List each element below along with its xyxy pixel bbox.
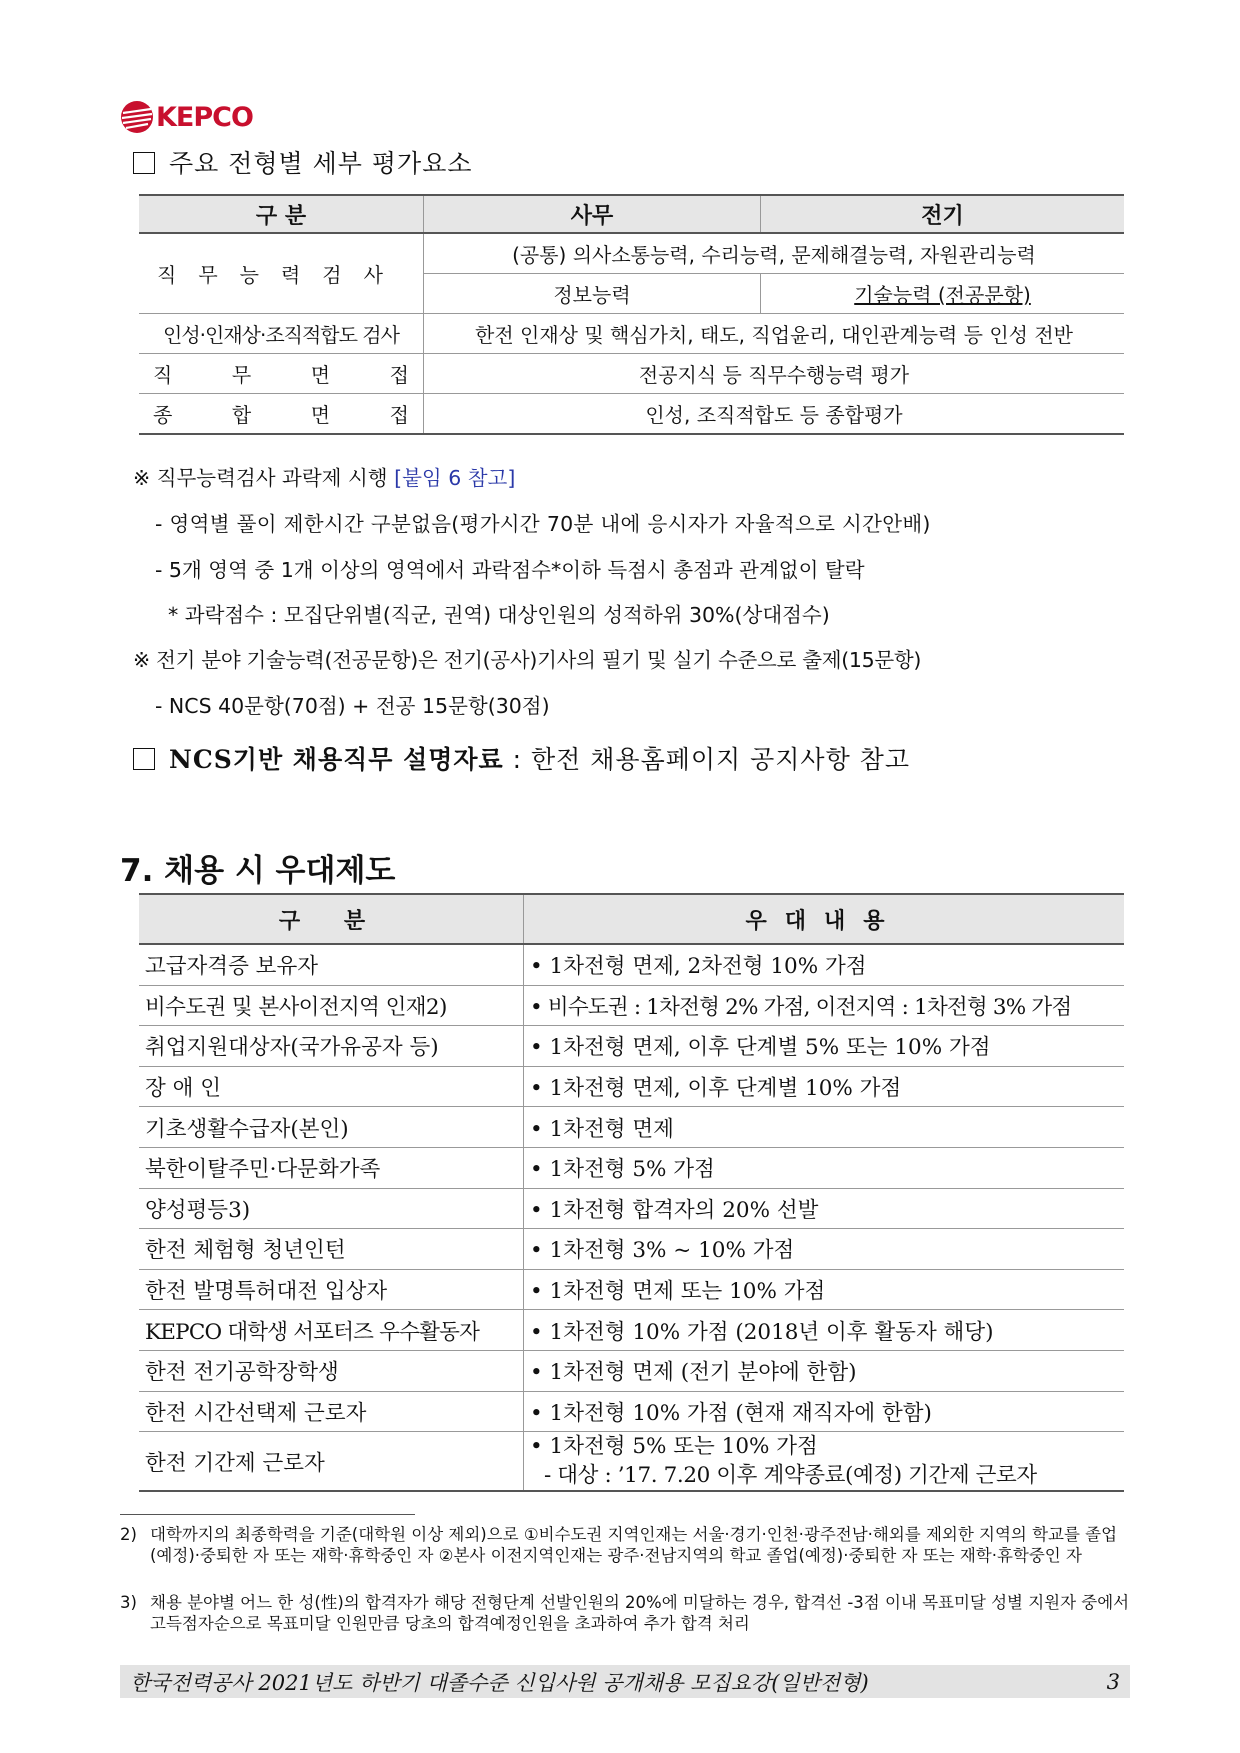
row-label xyxy=(139,394,424,435)
table-row xyxy=(139,233,1124,274)
row-value-office: 정보능력 xyxy=(424,274,761,314)
table-row xyxy=(139,985,1124,1026)
attachment-reference: [붙임 6 참고] xyxy=(394,466,516,490)
pref-category: 한전 발명특허대전 입상자 xyxy=(139,1269,524,1310)
table-row xyxy=(139,354,1124,394)
evaluation-table xyxy=(139,194,1124,435)
pref-category: 한전 기간제 근로자 xyxy=(139,1432,524,1492)
label-char: 직 xyxy=(153,363,173,387)
header-electric: 전기 xyxy=(761,195,1125,233)
table-row xyxy=(139,394,1124,435)
section-7-title: 7. 채용 시 우대제도 xyxy=(120,853,396,889)
pref-category: 한전 체험형 청년인턴 xyxy=(139,1229,524,1270)
footnote-text: 대학까지의 최종학력을 기준(대학원 이상 제외)으로 ①비수도권 지역인재는 서울·경기·인천·광주전남·해외를 제외한 지역의 학교를 졸업(예정)·중퇴한 자 또는 재학·휴학중인 자 ②본사 이전지역인재는 광주·전남지역의 학교 졸업(예정)·중퇴한 자 또는 재학·휴학중인 자 xyxy=(150,1525,1118,1565)
pref-category: 기초생활수급자(본인) xyxy=(139,1107,524,1148)
row-label xyxy=(139,354,424,394)
header-office: 사무 xyxy=(424,195,761,233)
table-row xyxy=(139,1229,1124,1270)
label-char: 면 xyxy=(310,363,331,387)
pref-benefit: • 1차전형 10% 가점 (현재 재직자에 한함) xyxy=(524,1391,1125,1432)
table-row xyxy=(139,1188,1124,1229)
square-bullet-icon xyxy=(133,748,155,770)
pref-category: KEPCO 대학생 서포터즈 우수활동자 xyxy=(139,1310,524,1351)
label-char: 접 xyxy=(389,363,409,387)
footnote-3 xyxy=(120,1592,1130,1634)
note-line: * 과락점수 : 모집단위별(직군, 권역) 대상인원의 성적하위 30%(상대점수) xyxy=(168,603,830,627)
note-line: - NCS 40문항(70점) + 전공 15문항(30점) xyxy=(155,694,550,718)
note-text: ※ 직무능력검사 과락제 시행 xyxy=(133,466,395,490)
pref-benefit: • 1차전형 면제 (전기 분야에 한함) xyxy=(524,1350,1125,1391)
table-row xyxy=(139,1269,1124,1310)
row-label xyxy=(139,233,424,314)
table-row xyxy=(139,1391,1124,1432)
table-row xyxy=(139,1066,1124,1107)
pref-category: 비수도권 및 본사이전지역 인재2) xyxy=(139,985,524,1026)
header-category: 구 분 xyxy=(139,894,524,944)
footnote-2 xyxy=(120,1524,1130,1566)
pref-benefit: • 1차전형 면제, 이후 단계별 10% 가점 xyxy=(524,1066,1125,1107)
label-char: 종 xyxy=(153,403,173,427)
pref-benefit xyxy=(524,1432,1125,1492)
page-number: 3 xyxy=(1106,1669,1120,1694)
footer-title: 한국전력공사 2021년도 하반기 대졸수준 신입사원 공개채용 모집요강(일반전형) xyxy=(130,1670,869,1695)
pref-benefit: • 1차전형 면제 또는 10% 가점 xyxy=(524,1269,1125,1310)
table-row xyxy=(139,1147,1124,1188)
ncs-rest: : 한전 채용홈페이지 공지사항 참고 xyxy=(503,745,910,774)
label-char: 면 xyxy=(310,403,331,427)
electric-skill-text: 기술능력 (전공문항) xyxy=(854,283,1031,307)
pref-benefit: • 1차전형 면제, 2차전형 10% 가점 xyxy=(524,944,1125,985)
pref-benefit-line: • 1차전형 5% 또는 10% 가점 xyxy=(530,1434,818,1460)
label-char: 합 xyxy=(231,403,252,427)
pref-category: 북한이탈주민·다문화가족 xyxy=(139,1147,524,1188)
ncs-title: NCS기반 채용직무 설명자료 xyxy=(169,745,504,774)
table-row xyxy=(139,944,1124,985)
note-line: - 영역별 풀이 제한시간 구분없음(평가시간 70분 내에 응시자가 자율적으로 시간안배) xyxy=(155,512,931,536)
footnote-text: 채용 분야별 어느 한 성(性)의 합격자가 해당 전형단계 선발인원의 20%에 미달하는 경우, 합격선 -3점 이내 목표미달 성별 지원자 중에서 고득점자순으로 목표미달 인원만큼 당초의 합격예정인원을 초과하여 추가 합격 처리 xyxy=(150,1593,1130,1633)
row-label: 인성·인재상·조직적합도 검사 xyxy=(139,314,424,354)
table-row xyxy=(139,1026,1124,1067)
header-category: 구 분 xyxy=(139,195,424,233)
table-row xyxy=(139,1350,1124,1391)
note-line: - 5개 영역 중 1개 이상의 영역에서 과락점수*이하 득점시 총점과 관계없이 탈락 xyxy=(155,558,865,582)
table-header-row xyxy=(139,894,1124,944)
pref-category: 한전 시간선택제 근로자 xyxy=(139,1391,524,1432)
pref-category: 장 애 인 xyxy=(139,1066,524,1107)
page-footer xyxy=(120,1665,1130,1698)
pref-benefit: • 1차전형 10% 가점 (2018년 이후 활동자 해당) xyxy=(524,1310,1125,1351)
pref-benefit: • 1차전형 5% 가점 xyxy=(524,1147,1125,1188)
table-row xyxy=(139,1107,1124,1148)
row-value: 한전 인재상 및 핵심가치, 태도, 직업윤리, 대인관계능력 등 인성 전반 xyxy=(424,314,1125,354)
pref-benefit: • 1차전형 면제, 이후 단계별 5% 또는 10% 가점 xyxy=(524,1026,1125,1067)
note-line xyxy=(133,461,515,491)
pref-benefit: • 1차전형 3% ~ 10% 가점 xyxy=(524,1229,1125,1270)
pref-category: 고급자격증 보유자 xyxy=(139,944,524,985)
note-line: ※ 전기 분야 기술능력(전공문항)은 전기(공사)기사의 필기 및 실기 수준으로 출제(15문항) xyxy=(133,648,922,672)
preference-table xyxy=(139,893,1124,1492)
footnote-number: 2) xyxy=(120,1525,137,1544)
table-header-row xyxy=(139,195,1124,233)
square-bullet-icon xyxy=(133,152,155,174)
table-row xyxy=(139,1432,1124,1492)
aptitude-label: 직무능력검사 xyxy=(157,263,405,287)
header-benefit: 우대내용 xyxy=(524,894,1125,944)
row-value: 인성, 조직적합도 등 종합평가 xyxy=(424,394,1125,435)
pref-category: 취업지원대상자(국가유공자 등) xyxy=(139,1026,524,1067)
row-value: 전공지식 등 직무수행능력 평가 xyxy=(424,354,1125,394)
footnote-divider xyxy=(120,1514,415,1515)
row-value-electric xyxy=(761,274,1125,314)
ncs-reference-line xyxy=(133,740,910,776)
kepco-logo xyxy=(120,100,253,134)
pref-category: 한전 전기공학장학생 xyxy=(139,1350,524,1391)
pref-benefit: • 비수도권 : 1차전형 2% 가점, 이전지역 : 1차전형 3% 가점 xyxy=(524,985,1125,1026)
label-char: 접 xyxy=(389,403,409,427)
table-row xyxy=(139,314,1124,354)
pref-benefit-line: - 대상 : ’17. 7.20 이후 계약종료(예정) 기간제 근로자 xyxy=(544,1463,1037,1489)
kepco-logo-icon xyxy=(120,100,154,134)
label-char: 무 xyxy=(231,363,252,387)
pref-category: 양성평등3) xyxy=(139,1188,524,1229)
pref-benefit: • 1차전형 합격자의 20% 선발 xyxy=(524,1188,1125,1229)
footnote-number: 3) xyxy=(120,1593,137,1612)
table-row xyxy=(139,1310,1124,1351)
pref-benefit: • 1차전형 면제 xyxy=(524,1107,1125,1148)
eval-heading-text: 주요 전형별 세부 평가요소 xyxy=(169,149,473,178)
row-value: (공통) 의사소통능력, 수리능력, 문제해결능력, 자원관리능력 xyxy=(424,233,1125,274)
logo-text: KEPCO xyxy=(156,101,253,133)
eval-section-heading xyxy=(133,144,473,180)
